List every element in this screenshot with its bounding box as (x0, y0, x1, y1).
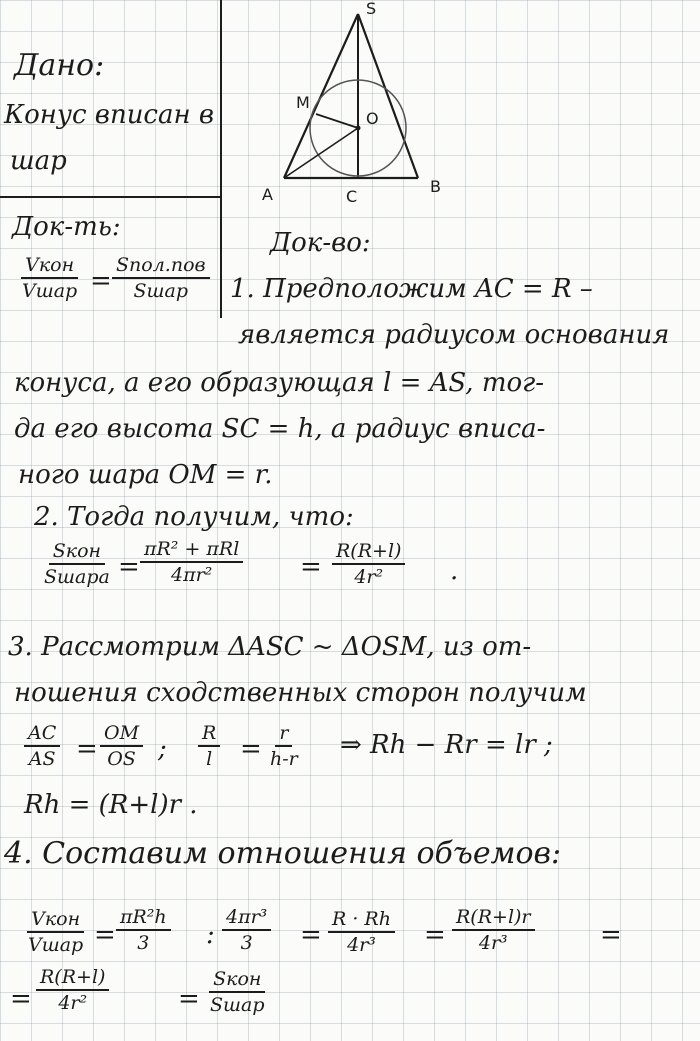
eq3-eq-2: = (240, 734, 262, 764)
generatrix-sb (358, 14, 418, 178)
to-prove-rhs-num: Sпол.пов (112, 254, 210, 279)
to-prove-eq: = (90, 266, 112, 296)
step1-line-3: конуса, а его образующая l = AS, тог- (14, 368, 545, 398)
eq4-fraction-2 (116, 906, 171, 954)
eq5-lead: = (10, 984, 32, 1014)
eq2-rhs-num: R(R+l) (332, 540, 405, 565)
eq3-f1-den: AS (28, 748, 56, 770)
step1-line-2: является радиусом основания (238, 320, 670, 350)
eq2-eq-2: = (300, 552, 322, 582)
to-prove-lhs-fraction (18, 254, 81, 302)
given-heading: Дано: (14, 48, 105, 83)
eq2-lhs-fraction (40, 540, 114, 588)
given-line-1: Конус вписан в (4, 100, 215, 130)
eq4-f2-den: 3 (137, 932, 150, 954)
eq4-fraction-5 (452, 906, 535, 954)
eq3-f3-num: R (198, 722, 220, 747)
eq2-rhs-den: 4r² (354, 566, 384, 588)
to-prove-lhs-den: Vшар (22, 280, 78, 302)
eq4-f1-den: Vшар (28, 934, 84, 956)
eq3-f4-num: r (275, 722, 292, 747)
eq3-fraction-3 (198, 722, 220, 770)
eq4-eq-1: = (94, 920, 116, 950)
eq3-eq-1: = (76, 734, 98, 764)
label-s: S (366, 0, 377, 18)
eq4-fraction-3 (222, 906, 271, 954)
eq2-mid-fraction (140, 538, 243, 586)
eq3-f3-den: l (206, 748, 213, 770)
eq5-f1-den: 4r² (58, 992, 88, 1014)
eq4-f1-num: Vкон (27, 908, 84, 933)
proof-heading: Док-во: (270, 228, 371, 258)
eq3-separator: ; (158, 734, 167, 764)
eq3-f2-den: OS (107, 748, 136, 770)
eq2-mid-num: πR² + πRl (140, 538, 243, 563)
eq4-eq-3: = (424, 920, 446, 950)
eq2-eq-1: = (118, 552, 140, 582)
eq5-f1-num: R(R+l) (36, 966, 109, 991)
eq3-f4-den: h-r (270, 748, 298, 770)
eq2-mid-den: 4πr² (171, 564, 213, 586)
radius-om (316, 114, 358, 128)
vertical-divider (220, 0, 222, 318)
eq4-f4-den: 4r³ (347, 934, 376, 956)
eq4-divide: : (206, 920, 215, 950)
to-prove-rhs-fraction (112, 254, 210, 302)
eq4-f3-den: 3 (240, 932, 253, 954)
eq3-tail: ⇒ Rh − Rr = lr ; (340, 730, 553, 760)
eq4-eq-4: = (600, 920, 622, 950)
step4-line-1: 4. Составим отношения объемов: (4, 836, 562, 871)
eq2-end: . (450, 556, 459, 586)
given-line-2: шар (10, 146, 67, 176)
eq4-f4-num: R · Rh (328, 908, 395, 933)
eq5-fraction-1 (36, 966, 109, 1014)
eq4-f2-num: πR²h (116, 906, 171, 931)
step2-line-1: 2. Тогда получим, что: (34, 502, 354, 532)
label-b: B (430, 177, 441, 196)
label-o: O (366, 109, 379, 128)
step1-line-1: 1. Предположим AC = R – (230, 274, 593, 304)
eq5-f2-den: Sшар (210, 994, 265, 1016)
step3-line-1: 3. Рассмотрим ΔASC ~ ΔOSM, из от- (8, 632, 532, 662)
eq4-fraction-1 (24, 908, 87, 956)
eq5-fraction-2 (206, 968, 269, 1016)
eq3-fraction-1 (24, 722, 60, 770)
cone-sphere-diagram (250, 0, 470, 205)
step3-line-2: ношения сходственных сторон получим (14, 678, 587, 708)
label-c: C (346, 187, 358, 205)
to-prove-lhs-num: Vкон (21, 254, 78, 279)
eq2-rhs-fraction (332, 540, 405, 588)
eq3-f1-num: AC (24, 722, 60, 747)
given-divider (0, 196, 222, 198)
step1-line-5: ного шара OM = r. (18, 460, 273, 490)
label-a: A (262, 185, 273, 204)
eq3-line-2: Rh = (R+l)r . (24, 790, 198, 820)
eq4-f5-num: R(R+l)r (452, 906, 535, 931)
to-prove-rhs-den: Sшар (133, 280, 189, 302)
step1-line-4: да его высота SC = h, а радиус вписа- (14, 414, 546, 444)
eq3-fraction-4 (266, 722, 302, 770)
eq5-eq-1: = (178, 984, 200, 1014)
eq2-lhs-num: Sкон (49, 540, 105, 565)
eq4-f3-num: 4πr³ (222, 906, 271, 931)
eq3-fraction-2 (100, 722, 143, 770)
center-point-o (356, 126, 361, 131)
eq4-f5-den: 4r³ (478, 932, 508, 954)
eq3-f2-num: OM (100, 722, 143, 747)
eq4-eq-2: = (300, 920, 322, 950)
eq2-lhs-den: Sшара (44, 566, 110, 588)
eq5-f2-num: Sкон (209, 968, 265, 993)
label-m: M (296, 93, 310, 112)
eq4-fraction-4 (328, 908, 395, 956)
to-prove-heading: Док-ть: (12, 212, 121, 242)
